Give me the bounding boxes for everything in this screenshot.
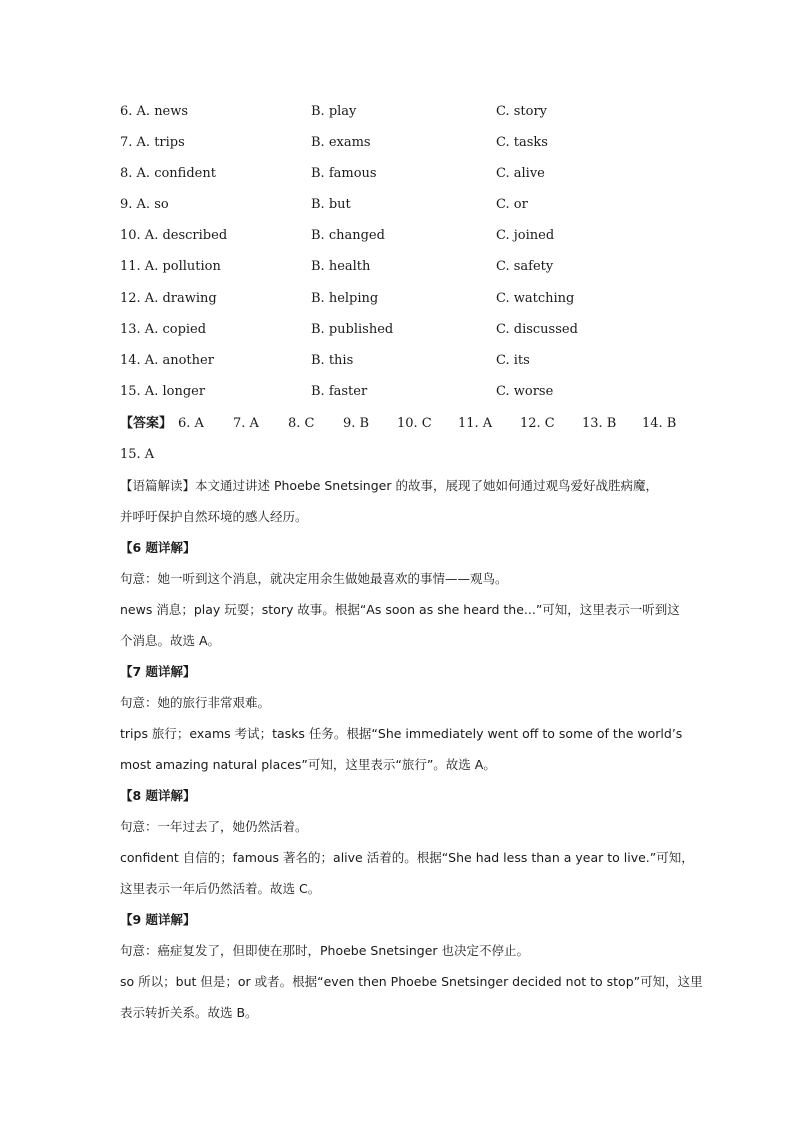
q6-meaning: 句意：她一听到这个消息，就决定用余生做她最喜欢的事情——观鸟。: [120, 571, 508, 586]
option-b: B. faster: [311, 383, 368, 399]
option-a: 14. A. another: [120, 352, 214, 368]
option-c: C. discussed: [496, 321, 578, 337]
q8-detail: confident 自信的；famous 著名的；alive 活着的。根据“She had less than a year to live.”可知，: [120, 850, 694, 865]
answer-item: 10. C: [397, 416, 432, 431]
option-c: C. tasks: [496, 135, 548, 151]
answer-item: 15. A: [120, 447, 155, 462]
question-row-11: [120, 256, 680, 287]
option-b: B. play: [311, 104, 357, 119]
question-row-12: [120, 288, 680, 319]
option-b: B. helping: [311, 290, 379, 306]
q7-detail: trips 旅行；exams 考试；tasks 任务。根据“She immediately went off to some of the world’s: [120, 726, 683, 741]
option-c: C. or: [496, 197, 528, 213]
option-a: 9. A. so: [120, 197, 169, 213]
option-a: 7. A. trips: [120, 135, 185, 151]
q9-detail: so 所以；but 但是；or 或者。根据“even then Phoebe Snetsinger decided not to stop”可知，这里: [120, 974, 703, 989]
question-row-9: [120, 194, 680, 225]
option-b: B. exams: [311, 135, 371, 151]
answer-item: 12. C: [520, 416, 555, 431]
option-c: C. story: [496, 104, 548, 119]
question-row-6: [120, 101, 680, 132]
question-row-14: [120, 350, 680, 381]
q7-heading: 【7 题详解】: [120, 664, 196, 679]
q7-meaning: 句意：她的旅行非常艰难。: [120, 695, 271, 710]
q7-detail-cont: most amazing natural places”可知，这里表示“旅行”。故选 A。: [120, 757, 496, 772]
answer-item: 13. B: [582, 416, 617, 431]
q8-detail-cont: 这里表示一年后仍然活着。故选 C。: [120, 881, 321, 896]
q9-heading: 【9 题详解】: [120, 912, 196, 927]
answer-item: 8. C: [288, 416, 315, 431]
question-row-10: [120, 225, 680, 256]
option-b: B. published: [311, 321, 394, 337]
option-b: B. health: [311, 259, 371, 275]
passage-summary: 【语篇解读】本文通过讲述 Phoebe Snetsinger 的故事，展现了她如何通过观鸟爱好战胜病魔，: [120, 478, 658, 493]
option-b: B. this: [311, 352, 354, 368]
answer-key: [120, 413, 680, 475]
q6-heading: 【6 题详解】: [120, 540, 196, 555]
option-list: [120, 101, 680, 412]
q8-heading: 【8 题详解】: [120, 788, 196, 803]
option-a: 10. A. described: [120, 228, 228, 244]
answer-item: 7. A: [233, 416, 259, 431]
option-b: B. famous: [311, 166, 377, 182]
passage-summary-cont: 并呼吁保护自然环境的感人经历。: [120, 509, 308, 524]
option-c: C. watching: [496, 290, 575, 306]
q6-detail-cont: 个消息。故选 A。: [120, 633, 221, 648]
question-row-8: [120, 163, 680, 194]
option-c: C. its: [496, 352, 530, 368]
answer-label: 【答案】: [120, 416, 173, 431]
explanation-section: [120, 475, 703, 1033]
option-a: 6. A. news: [120, 104, 189, 119]
question-row-7: [120, 132, 680, 163]
q9-detail-cont: 表示转折关系。故选 B。: [120, 1005, 258, 1020]
q9-meaning: 句意：癌症复发了，但即使在那时，Phoebe Snetsinger 也决定不停止。: [120, 943, 529, 958]
option-a: 15. A. longer: [120, 383, 206, 399]
question-row-13: [120, 319, 680, 350]
option-c: C. joined: [496, 228, 555, 244]
option-b: B. but: [311, 197, 351, 213]
answer-line: [120, 413, 680, 444]
answer-line: [120, 444, 680, 475]
answer-item: 9. B: [343, 416, 370, 431]
option-b: B. changed: [311, 228, 385, 244]
option-c: C. alive: [496, 166, 545, 182]
option-a: 12. A. drawing: [120, 290, 217, 306]
q6-detail: news 消息；play 玩耍；story 故事。根据“As soon as she heard the...”可知，这里表示一听到这: [120, 602, 680, 617]
answer-item: 6. A: [178, 416, 204, 431]
option-c: C. worse: [496, 383, 554, 399]
option-a: 13. A. copied: [120, 321, 207, 337]
q8-meaning: 句意：一年过去了，她仍然活着。: [120, 819, 308, 834]
option-a: 11. A. pollution: [120, 259, 221, 275]
option-c: C. safety: [496, 259, 554, 275]
answer-item: 14. B: [642, 416, 677, 431]
answer-item: 11. A: [458, 416, 493, 431]
question-row-15: [120, 381, 680, 412]
option-a: 8. A. confident: [120, 166, 216, 182]
